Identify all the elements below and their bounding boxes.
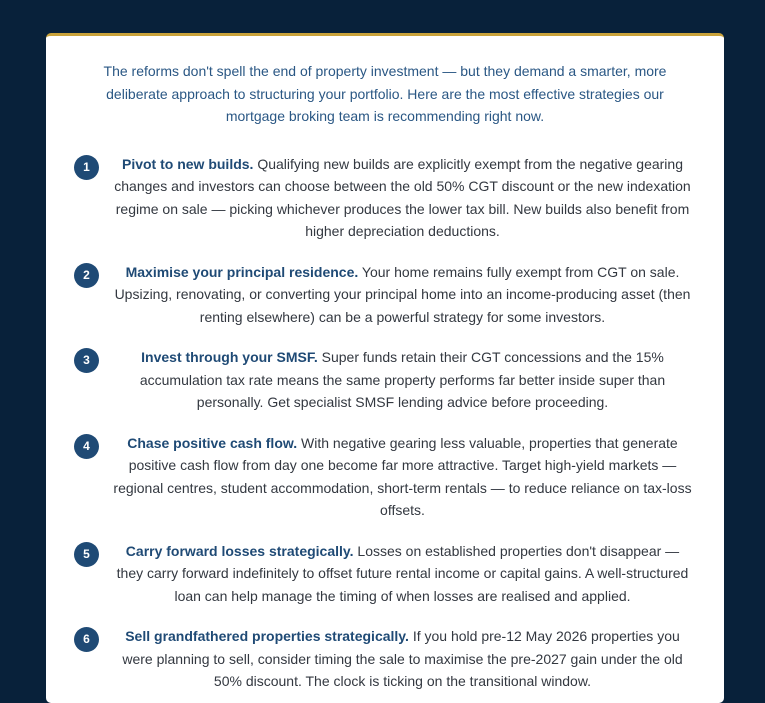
strategy-item xyxy=(46,153,724,243)
strategy-title: Invest through your SMSF. xyxy=(141,349,318,365)
intro-text: The reforms don't spell the end of property investment — but they demand a smarter, more deliberate approach to structuring your portfolio. Here are the most effective strategies our mortgage broking team is recommending right now. xyxy=(103,63,667,124)
step-number-badge: 3 xyxy=(74,348,99,373)
strategy-body: If you hold pre-12 May 2026 properties you were planning to sell, consider timing the sale to maximise the pre-2027 gain under the old 50% discount. The clock is ticking on the transitional window. xyxy=(122,628,683,689)
step-number-badge: 2 xyxy=(74,263,99,288)
step-number-badge: 6 xyxy=(74,627,99,652)
strategy-title: Pivot to new builds. xyxy=(121,155,254,172)
strategy-item xyxy=(46,346,724,414)
step-number-badge: 5 xyxy=(74,542,99,567)
strategy-body: Super funds retain their CGT concessions and the 15% accumulation tax rate means the same property performs far better inside super than personally. Get specialist SMSF lending advice before proceeding. xyxy=(139,349,666,410)
strategy-item xyxy=(46,540,724,608)
step-number-badge: 4 xyxy=(74,434,99,459)
strategy-text xyxy=(111,432,694,522)
strategy-item xyxy=(46,625,724,693)
strategy-text xyxy=(111,540,694,608)
strategy-body: With negative gearing less valuable, properties that generate positive cash flow from day one become far more attractive. Target high-yield markets — regional centres, student accommodation, short-term rentals — to reduce reliance on tax-loss offsets. xyxy=(113,434,692,518)
strategy-item xyxy=(46,432,724,522)
strategy-text xyxy=(111,346,694,414)
strategy-text xyxy=(111,153,694,243)
strategy-body: Losses on established properties don't disappear — they carry forward indefinitely to offset future rental income or capital gains. A well-structured loan can help manage the timing of when losses are realised and applied. xyxy=(116,542,689,604)
strategy-text xyxy=(111,625,694,693)
strategy-title: Sell grandfathered properties strategically. xyxy=(125,628,409,644)
strategy-text xyxy=(111,261,694,329)
strategies-card xyxy=(46,33,724,703)
strategy-item xyxy=(46,261,724,329)
step-number-badge: 1 xyxy=(74,155,99,180)
strategy-title: Carry forward losses strategically. xyxy=(125,542,354,559)
strategy-title: Chase positive cash flow. xyxy=(127,434,298,451)
strategy-list xyxy=(46,153,724,693)
strategy-body: Your home remains fully exempt from CGT on sale. Upsizing, renovating, or converting your principal home into an income-producing asset (then renting elsewhere) can be a powerful strategy for some investors. xyxy=(114,263,691,325)
strategy-body: Qualifying new builds are explicitly exempt from the negative gearing changes and investors can choose between the old 50% CGT discount or the new indexation regime on sale — picking whichever produces the lower tax bill. New builds also benefit from higher depreciation deductions. xyxy=(114,155,691,239)
strategy-title: Maximise your principal residence. xyxy=(125,263,359,280)
